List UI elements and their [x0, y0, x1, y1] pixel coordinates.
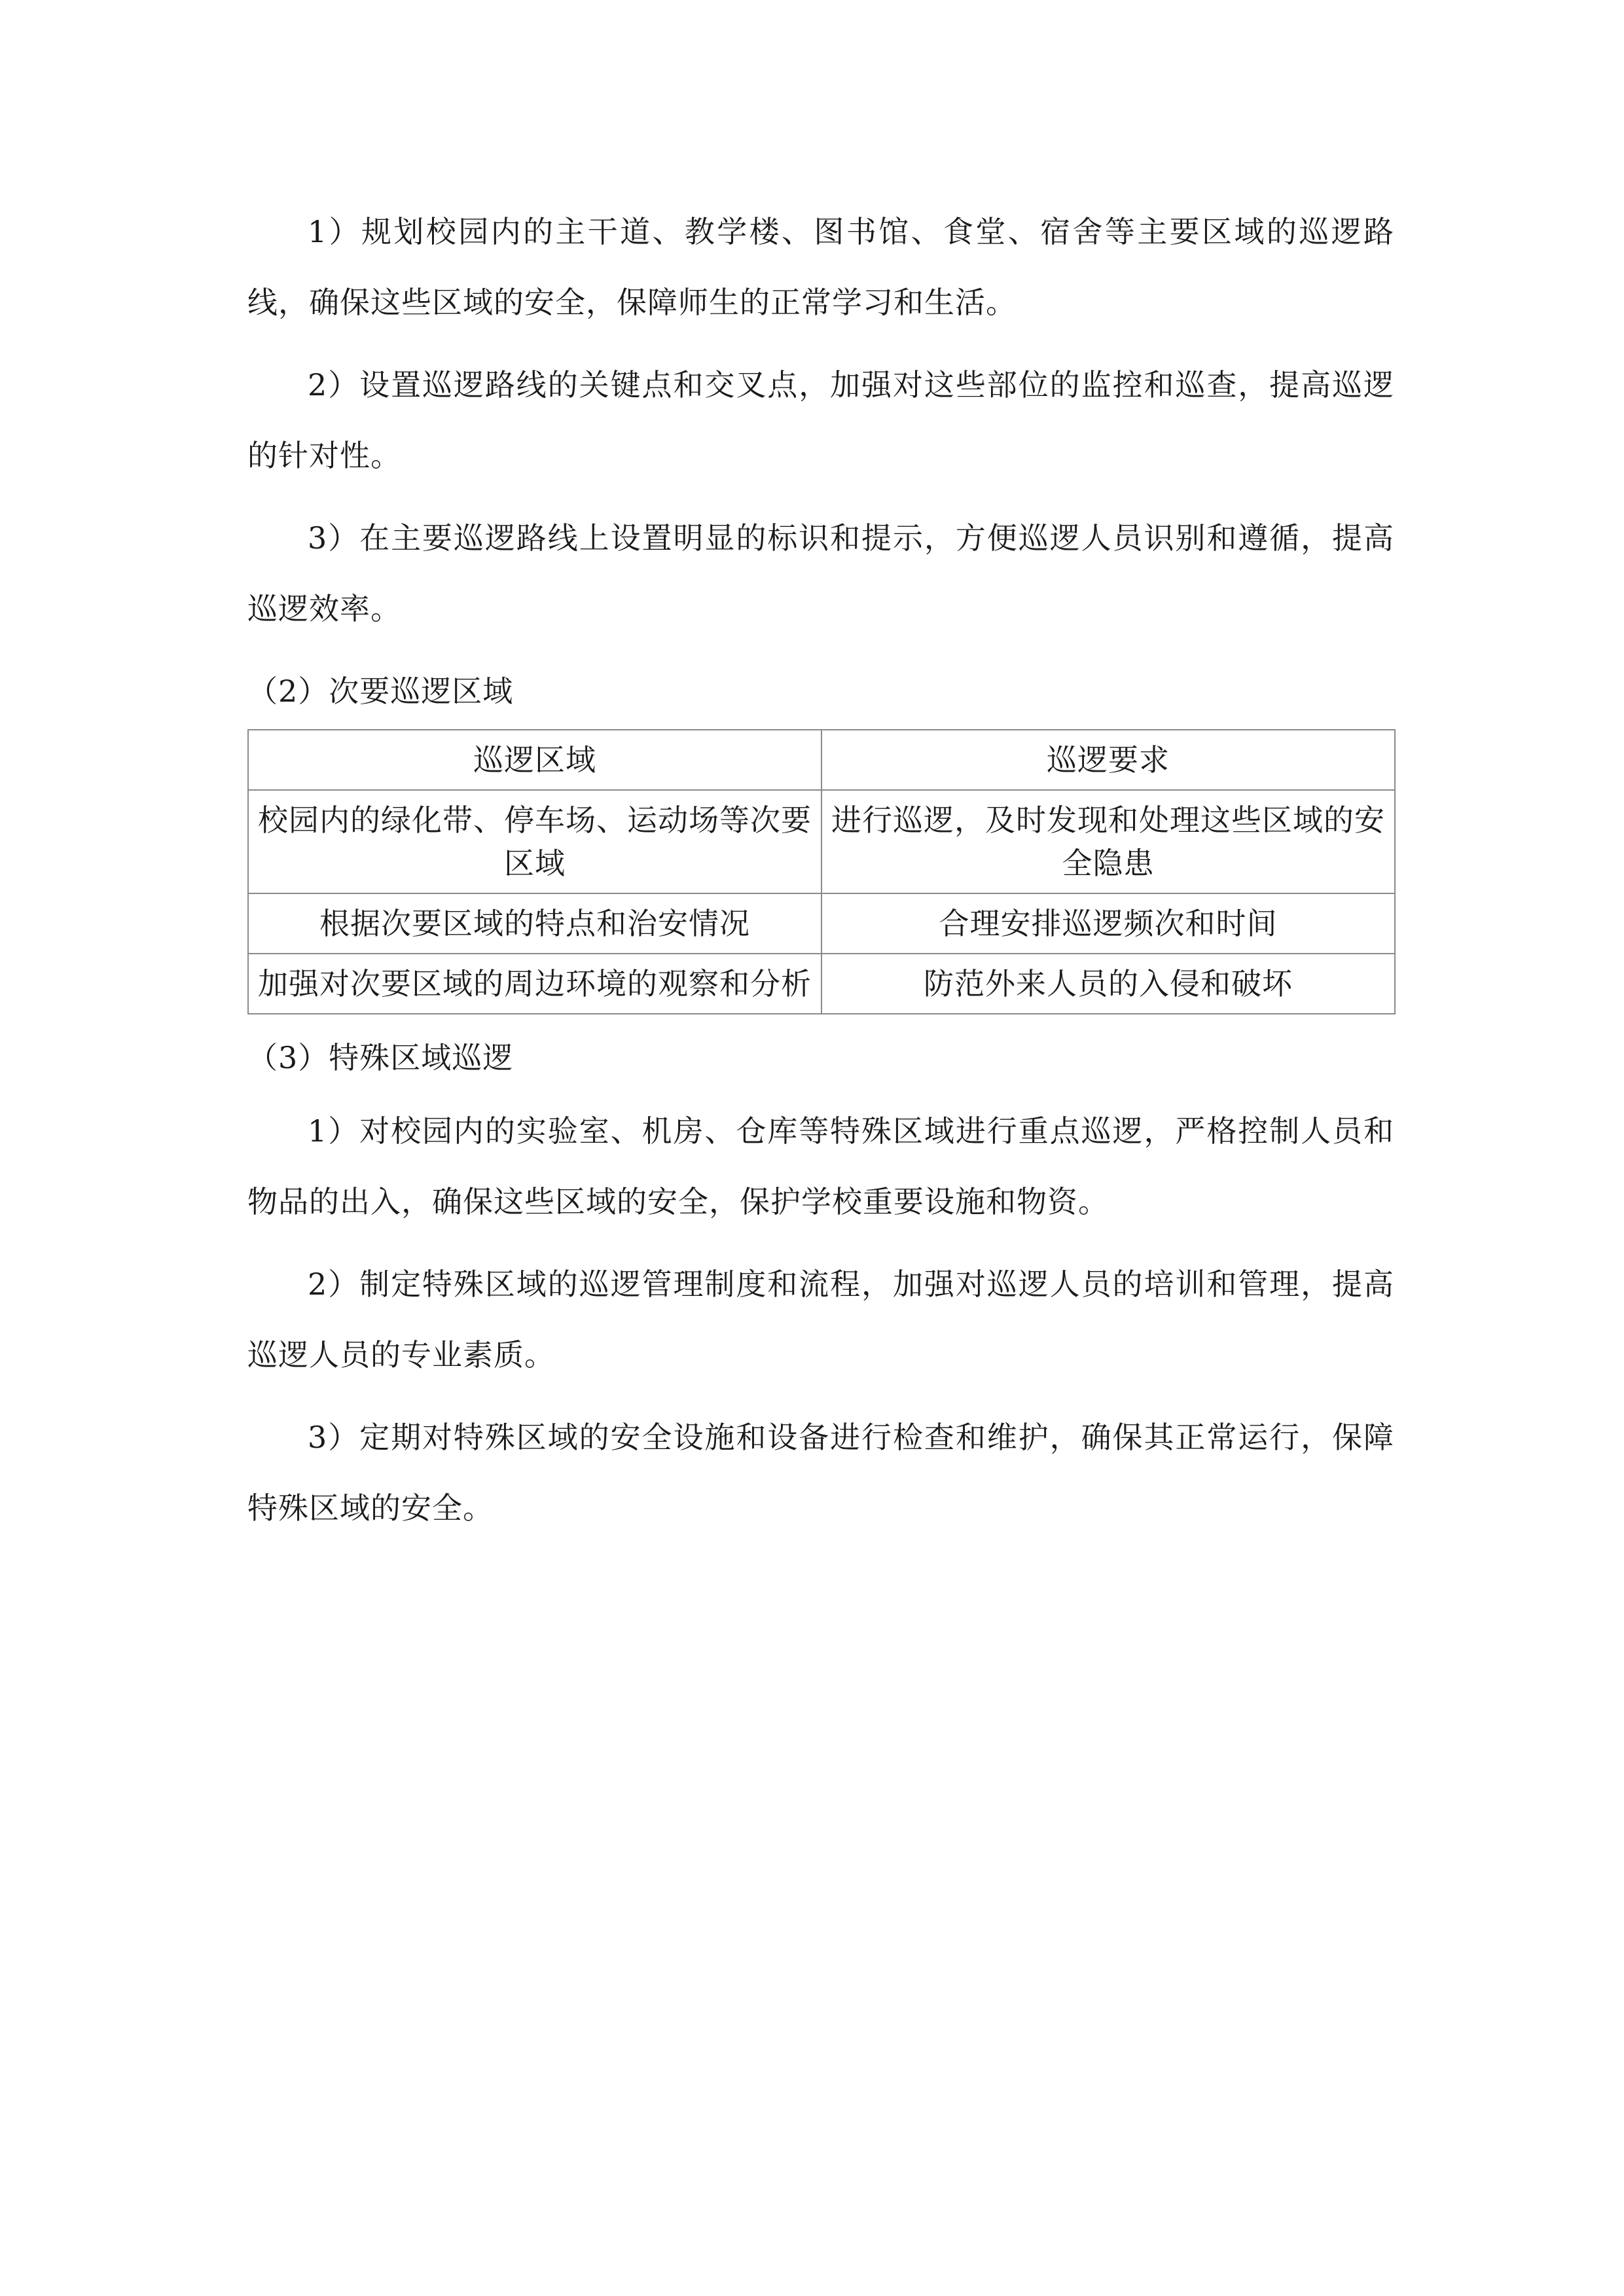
table-cell: 加强对次要区域的周边环境的观察和分析: [248, 954, 821, 1014]
table-cell: 校园内的绿化带、停车场、运动场等次要区域: [248, 790, 821, 893]
table-row: [248, 893, 1395, 954]
table-header-row: [248, 730, 1395, 790]
special-area-item-1: 1）对校园内的实验室、机房、仓库等特殊区域进行重点巡逻，严格控制人员和物品的出入，确保这些区域的安全，保护学校重要设施和物资。: [247, 1113, 1394, 1219]
special-section-heading: （3）特殊区域巡逻: [247, 1040, 514, 1075]
table-row: [248, 954, 1395, 1014]
secondary-section-heading: （2）次要巡逻区域: [247, 673, 514, 709]
main-route-item-3: 3）在主要巡逻路线上设置明显的标识和提示，方便巡逻人员识别和遵循，提高巡逻效率。: [247, 520, 1394, 626]
special-area-item-2: 2）制定特殊区域的巡逻管理制度和流程，加强对巡逻人员的培训和管理，提高巡逻人员的专业素质。: [247, 1266, 1394, 1372]
main-route-item-2: 2）设置巡逻路线的关键点和交叉点，加强对这些部位的监控和巡查，提高巡逻的针对性。: [247, 367, 1394, 473]
table-header-area: 巡逻区域: [248, 730, 821, 790]
main-route-item-1: 1）规划校园内的主干道、教学楼、图书馆、食堂、宿舍等主要区域的巡逻路线，确保这些区域的安全，保障师生的正常学习和生活。: [247, 214, 1394, 320]
table-cell: 防范外来人员的入侵和破坏: [821, 954, 1395, 1014]
table-header-requirement: 巡逻要求: [821, 730, 1395, 790]
table-cell: 合理安排巡逻频次和时间: [821, 893, 1395, 954]
table-cell: 进行巡逻，及时发现和处理这些区域的安全隐患: [821, 790, 1395, 893]
table-cell: 根据次要区域的特点和治安情况: [248, 893, 821, 954]
document-page: [247, 196, 1394, 1555]
secondary-patrol-table: [247, 729, 1396, 1014]
special-area-item-3: 3）定期对特殊区域的安全设施和设备进行检查和维护，确保其正常运行，保障特殊区域的安全。: [247, 1420, 1394, 1526]
table-row: [248, 790, 1395, 893]
